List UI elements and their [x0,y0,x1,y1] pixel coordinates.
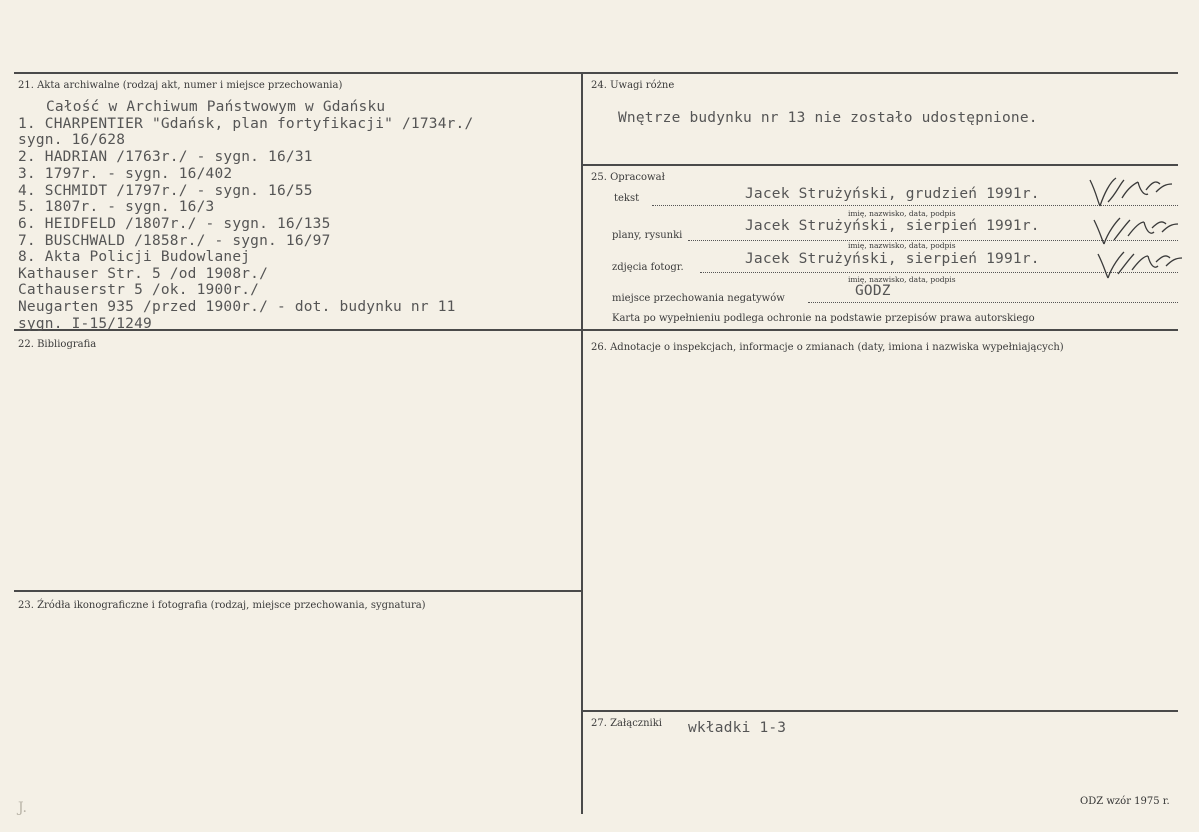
archive-line: 3. 1797r. - sygn. 16/402 [18,166,233,182]
negatives-label: miejsce przechowania negatywów [612,293,785,304]
copyright-note: Karta po wypełnieniu podlega ochronie na podstawie przepisów prawa autorskiego [612,313,1035,324]
archive-line: Cathauserstr 5 /ok. 1900r./ [18,282,260,298]
rule-after-24 [583,164,1178,166]
archive-line: 6. HEIDFELD /1807r./ - sygn. 16/135 [18,216,331,232]
attachments-value: wkładki 1-3 [688,720,787,736]
rule-after-25 [583,329,1178,331]
photos-row-caption: imię, nazwisko, data, podpis [848,275,956,284]
text-row-caption: imię, nazwisko, data, podpis [848,209,956,218]
archive-line: Kathauser Str. 5 /od 1908r./ [18,266,269,282]
text-row-label: tekst [614,193,640,204]
center-divider-rule [581,72,583,814]
archive-line: 5. 1807r. - sygn. 16/3 [18,199,215,215]
archive-line: Neugarten 935 /przed 1900r./ - dot. budynku nr 11 [18,299,456,315]
section-27-label: 27. Załączniki [591,718,662,729]
form-code: ODZ wzór 1975 r. [1080,796,1170,807]
negatives-value: GODZ [855,283,891,299]
rule-after-22 [14,590,582,592]
margin-pencil-mark: J. [18,800,27,816]
drawings-row-value: Jacek Strużyński, sierpień 1991r. [745,218,1040,234]
photos-row-label: zdjęcia fotogr. [612,262,684,273]
archive-line: Całość w Archiwum Państwowym w Gdańsku [46,99,386,115]
archive-line: 4. SCHMIDT /1797r./ - sygn. 16/55 [18,183,313,199]
negatives-line [808,302,1178,303]
archive-line: 1. CHARPENTIER "Gdańsk, plan fortyfikacji" /1734r./ [18,116,474,132]
text-row-value: Jacek Strużyński, grudzień 1991r. [745,186,1040,202]
section-22-label: 22. Bibliografia [18,339,97,350]
section-23-label: 23. Źródła ikonograficzne i fotografia (rodzaj, miejsce przechowania, sygnatura) [18,600,426,611]
section-25-label: 25. Opracował [591,172,665,183]
section-26-label: 26. Adnotacje o inspekcjach, informacje o zmianach (daty, imiona i nazwiska wypełniających) [591,342,1064,353]
archive-line: 7. BUSCHWALD /1858r./ - sygn. 16/97 [18,233,331,249]
remarks-text: Wnętrze budynku nr 13 nie zostało udostępnione. [618,110,1038,126]
section-24-label: 24. Uwagi różne [591,80,675,91]
signature-photos [1094,244,1184,284]
archive-line: 2. HADRIAN /1763r./ - sygn. 16/31 [18,149,313,165]
archive-line: sygn. 16/628 [18,132,126,148]
rule-after-26 [583,710,1178,712]
signature-text [1086,172,1176,212]
drawings-row-caption: imię, nazwisko, data, podpis [848,241,956,250]
top-border-rule [14,72,1178,74]
drawings-row-label: plany, rysunki [612,230,683,241]
photos-row-value: Jacek Strużyński, sierpień 1991r. [745,251,1040,267]
section-21-label: 21. Akta archiwalne (rodzaj akt, numer i miejsce przechowania) [18,80,343,91]
archive-line: 8. Akta Policji Budowlanej [18,249,251,265]
archive-line: sygn. I-15/1249 [18,316,152,332]
